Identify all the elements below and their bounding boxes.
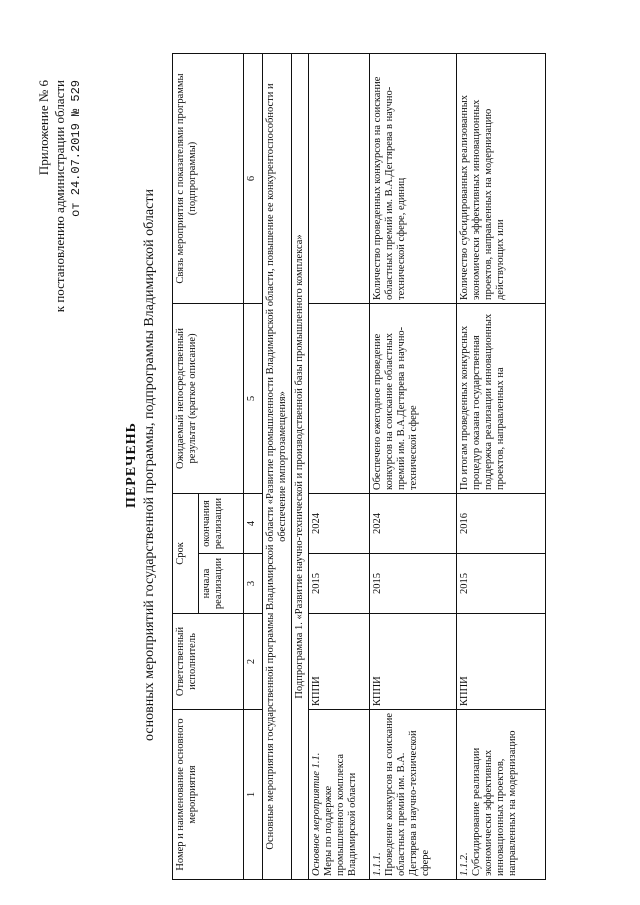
executor-cell: КППИ bbox=[370, 614, 457, 710]
header-col-term: Срок bbox=[173, 493, 199, 613]
end-year-cell: 2024 bbox=[309, 493, 370, 553]
appendix-resolution: к постановлению администрации области bbox=[52, 80, 67, 313]
program-row bbox=[263, 53, 292, 879]
rotated-page bbox=[22, 50, 622, 880]
column-number: 6 bbox=[244, 53, 263, 303]
header-term-end: окончания реализации bbox=[199, 493, 244, 553]
link-cell bbox=[309, 53, 370, 303]
table-row bbox=[457, 53, 546, 879]
subprogram-title: Подпрограмма 1. «Развитие научно-технической и производственной базы промышленного комплекса» bbox=[292, 53, 309, 879]
measure-name: Меры по поддержке промышленного комплекса Владимирской области bbox=[323, 753, 358, 876]
header-term-start: начала реализации bbox=[199, 554, 244, 614]
appendix-number: Приложение № 6 bbox=[36, 80, 51, 176]
column-number: 4 bbox=[244, 493, 263, 553]
program-title: Основные мероприятия государственной программы Владимирской области «Развитие промышленности Владимирской области, повышение ее конкурентоспособности и обеспечение импортозамещения» bbox=[263, 53, 292, 879]
column-number: 5 bbox=[244, 303, 263, 493]
measure-name: Субсидирование реализации экономически эффективных инновационных проектов, направленных на модернизацию bbox=[471, 730, 518, 876]
start-year-cell: 2015 bbox=[309, 554, 370, 614]
column-number: 2 bbox=[244, 614, 263, 710]
header-col-link: Связь мероприятия с показателями программы (подпрограммы) bbox=[173, 53, 244, 303]
table-row bbox=[370, 53, 457, 879]
measure-name: Проведение конкурсов на соискание областных премий им. В.А. Дегтярева в научно-технической сфере bbox=[384, 712, 431, 876]
end-year-cell: 2016 bbox=[457, 493, 546, 553]
measure-name-cell bbox=[370, 710, 457, 880]
column-number: 3 bbox=[244, 554, 263, 614]
column-number: 1 bbox=[244, 710, 263, 880]
measure-name-cell bbox=[309, 710, 370, 880]
link-cell: Количество проведенных конкурсов на соискание областных премий им. В.А.Дегтярева в научно-технической сфере, единиц bbox=[370, 53, 457, 303]
measure-name-cell bbox=[457, 710, 546, 880]
result-cell: Обеспечено ежегодное проведение конкурсов на соискание областных премий им. В.А.Дегтярева в научно-технической сфере bbox=[370, 303, 457, 493]
start-year-cell: 2015 bbox=[370, 554, 457, 614]
header-col-result: Ожидаемый непосредственный результат (краткое описание) bbox=[173, 303, 244, 493]
subprogram-row bbox=[292, 53, 309, 879]
table-header-row bbox=[173, 53, 199, 879]
result-cell: По итогам проведенных конкурсных процедур оказана государственная поддержка реализации инновационных проектов, направленных на bbox=[457, 303, 546, 493]
appendix-date: от 24.07.2019 № 529 bbox=[69, 80, 83, 217]
start-year-cell: 2015 bbox=[457, 554, 546, 614]
appendix-header bbox=[36, 80, 84, 312]
executor-cell: КППИ bbox=[309, 614, 370, 710]
document-subtitle: основных мероприятий государственной программы, подпрограммы Владимирской области bbox=[142, 189, 157, 741]
measure-number: Основное мероприятие 1.1. bbox=[311, 752, 322, 876]
link-cell: Количество субсидированных реализованных экономически эффективных инновационных проектов, направленных на модернизацию действующих или bbox=[457, 53, 546, 303]
column-numbers-row bbox=[244, 53, 263, 879]
measure-number: 1.1.1. bbox=[372, 852, 383, 876]
document-title: ПЕРЕЧЕНЬ bbox=[124, 422, 139, 508]
header-col-name: Номер и наименование основного мероприятия bbox=[173, 710, 244, 880]
table-row bbox=[309, 53, 370, 879]
executor-cell: КППИ bbox=[457, 614, 546, 710]
end-year-cell: 2024 bbox=[370, 493, 457, 553]
header-col-executor: Ответственный исполнитель bbox=[173, 614, 244, 710]
result-cell bbox=[309, 303, 370, 493]
measure-number: 1.1.2. bbox=[459, 852, 470, 876]
measures-table bbox=[172, 53, 546, 880]
